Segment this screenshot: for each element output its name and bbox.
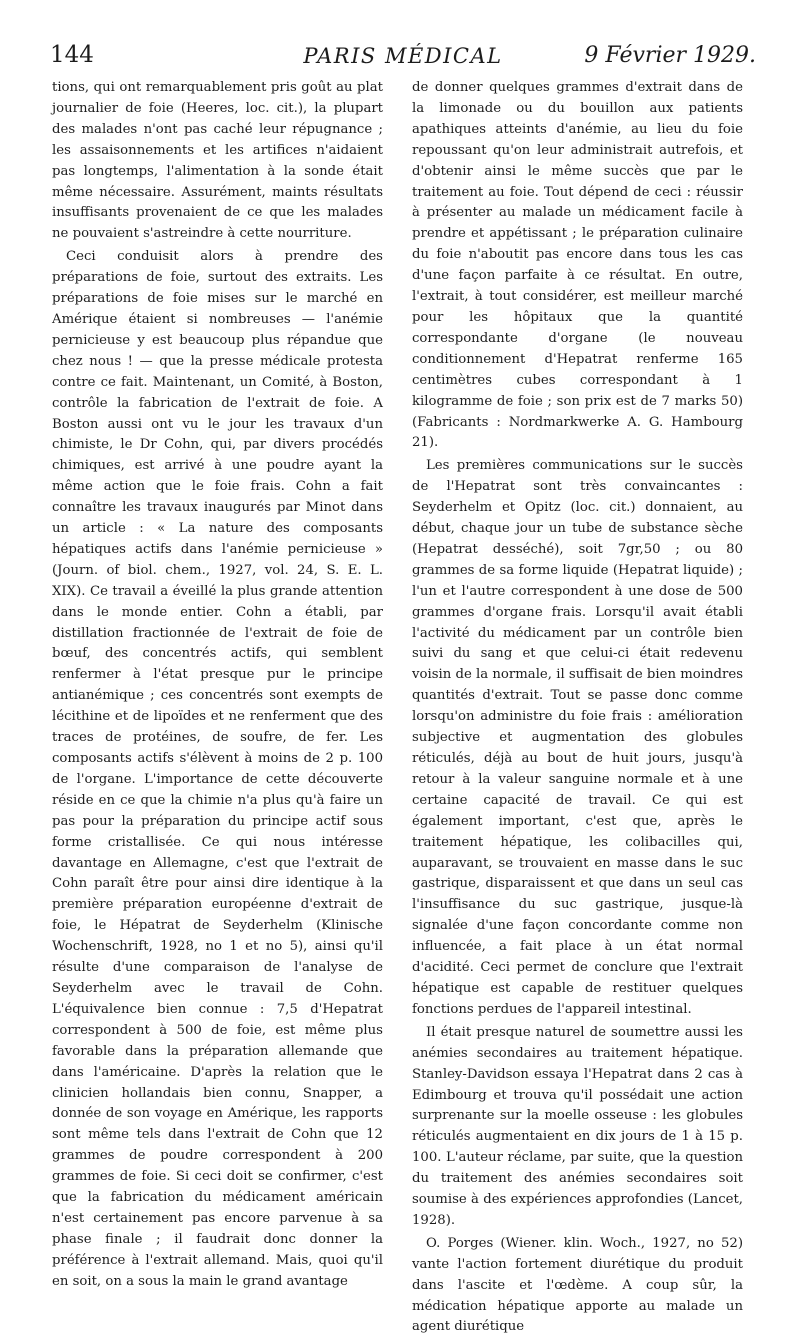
issue-date: 9 Février 1929. xyxy=(584,43,756,68)
paragraph: de donner quelques grammes d'extrait dans de la limonade ou du bouillon aux patients apathiques atteints d'anémie, au lieu du foie repoussant qu'on leur administrait autrefois, et d'obtenir ainsi le même succès que par le traitement au foie. Tout dépend de ceci : réussir à présenter au malade un médicament facile à prendre et appétissant ; le préparation culinaire du foie n'aboutit pas encore dans tous les cas d'une façon parfaite à ce résultat. En outre, l'extrait, à tout considérer, est meilleur marché pour les hôpitaux que la quantité correspondante d'organe (le nouveau conditionnement d'Hepatrat renferme 165 centimètres cubes correspondant à 1 kilogramme de foie ; son prix est de 7 marks 50) (Fabricants : Nordmarkwerke A. G. Hambourg 21). xyxy=(412,80,743,451)
paragraph: Les premières communications sur le succès de l'Hepatrat sont très convaincantes : Seyderhelm et Opitz (loc. cit.) donnaient, au début, chaque jour un tube de substance sèche (Hepatrat desséché), soit 7gr,50 ; ou 80 grammes de sa forme liquide (Hepatrat liquide) ; l'un et l'autre correspondent à une dose de 500 grammes d'organe frais. Lorsqu'il avait établi l'activité du médicament par un contrôle bien suivi du sang et que celui-ci était redevenu voisin de la normale, il suffisait de bien moindres quantités d'extrait. Tout se passe donc comme lorsqu'on administre du foie frais : amélioration subjective et augmentation des globules réticulés, déjà au bout de huit jours, jusqu'à retour à la valeur sanguine normale et à une certaine capacité de travail. Ce qui est également important, c'est que, après le traitement hépatique, les colibacilles qui, auparavant, se trouvaient en masse dans le suc gastrique, disparaissent et que dans un seul cas l'insuffisance du suc gastrique, jusque-là signalée d'une façon concordante comme non influencée, a fait place à un état normal d'acidité. Ceci permet de conclure que l'extrait hépatique est capable de restituer quelques fonctions perdues de l'appareil intestinal. xyxy=(412,458,743,1017)
paragraph: tions, qui ont remarquablement pris goût au plat journalier de foie (Heeres, loc. cit.), la plupart des malades n'ont pas caché leur répugnance ; les assaisonnements et les artifices n'aidaient pas longtemps, l'alimentation à la sonde était même nécessaire. Assurément, maints résultats insuffisants provenaient de ce que les malades ne pouvaient s'astreindre à cette nourriture. xyxy=(52,80,383,242)
paragraph: Ceci conduisit alors à prendre des préparations de foie, surtout des extraits. Les préparations de foie mises sur le marché en Amérique étaient si nombreuses — l'anémie pernicieuse y est beaucoup plus répandue que chez nous ! — que la presse médicale protesta contre ce fait. Maintenant, un Comité, à Boston, contrôle la fabrication de l'extrait de foie. A Boston aussi ont vu le jour les travaux d'un chimiste, le Dr Cohn, qui, par divers procédés chimiques, est arrivé à une poudre ayant la même action que le foie frais. Cohn a fait connaître les travaux inaugurés par Minot dans un article : « La nature des composants hépatiques actifs dans l'anémie pernicieuse » (Journ. of biol. chem., 1927, vol. 24, S. E. L. XIX). Ce travail a éveillé la plus grande attention dans le monde entier. Cohn a établi, par distillation fractionnée de l'extrait de foie de bœuf, des concentrés actifs, qui semblent renfermer à l'état presque pur le principe antianémique ; ces concentrés sont exempts de lécithine et de lipoïdes et ne renferment que des traces de protéines, de soufre, de fer. Les composants actifs s'élèvent à moins de 2 p. 100 de l'organe. L'importance de cette découverte réside en ce que la chimie n'a plus qu'à faire un pas pour la préparation du principe actif sous forme cristallisée. Ce qui nous intéresse davantage en Allemagne, c'est que l'extrait de Cohn paraît être pour ainsi dire identique à la première préparation européenne d'extrait de foie, le Hépatrat de Seyderhelm (Klinische Wochenschrift, 1928, no 1 et no 5), ainsi qu'il résulte d'une comparaison de l'analyse de Seyderhelm avec le travail de Cohn. L'équivalence bien connue : 7,5 d'Hepatrat correspondent à 500 de foie, est même plus favorable dans la préparation allemande que dans l'américaine. D'après la relation que le clinicien hollandais bien connu, Snapper, a donnée de son voyage en Amérique, les rapports sont même tels dans l'extrait de Cohn que 12 grammes de poudre correspondent à 200 grammes de foie. Si ceci doit se confirmer, c'est que la fabrication du médicament américain n'est certainement pas encore parvenue à sa phase finale ; il faudrait donc donner la préférence à l'extrait allemand. Mais, quoi qu'il en soit, on a sous la main le grand avantage xyxy=(52,249,383,1289)
page-number: 144 xyxy=(50,42,94,68)
left-column xyxy=(52,78,383,1289)
paragraph: Il était presque naturel de soumettre aussi les anémies secondaires au traitement hépatique. Stanley-Davidson essaya l'Hepatrat dans 2 cas à Edimbourg et trouva qu'il possédait une action surprenante sur la moelle osseuse : les globules réticulés augmentaient en dix jours de 1 à 15 p. 100. L'auteur réclame, par suite, que la question du traitement des anémies secondaires soit soumise à des expériences approfondies (Lancet, 1928). xyxy=(412,1024,743,1228)
paragraph: O. Porges (Wiener. klin. Woch., 1927, no 52) vante l'action fortement diurétique du produit dans l'ascite et l'œdème. A coup sûr, la médication hépatique apporte au malade un agent diurétique xyxy=(412,1235,743,1335)
running-header xyxy=(50,42,756,76)
right-column xyxy=(412,78,743,1335)
journal-title: PARIS MÉDICAL xyxy=(303,44,503,68)
